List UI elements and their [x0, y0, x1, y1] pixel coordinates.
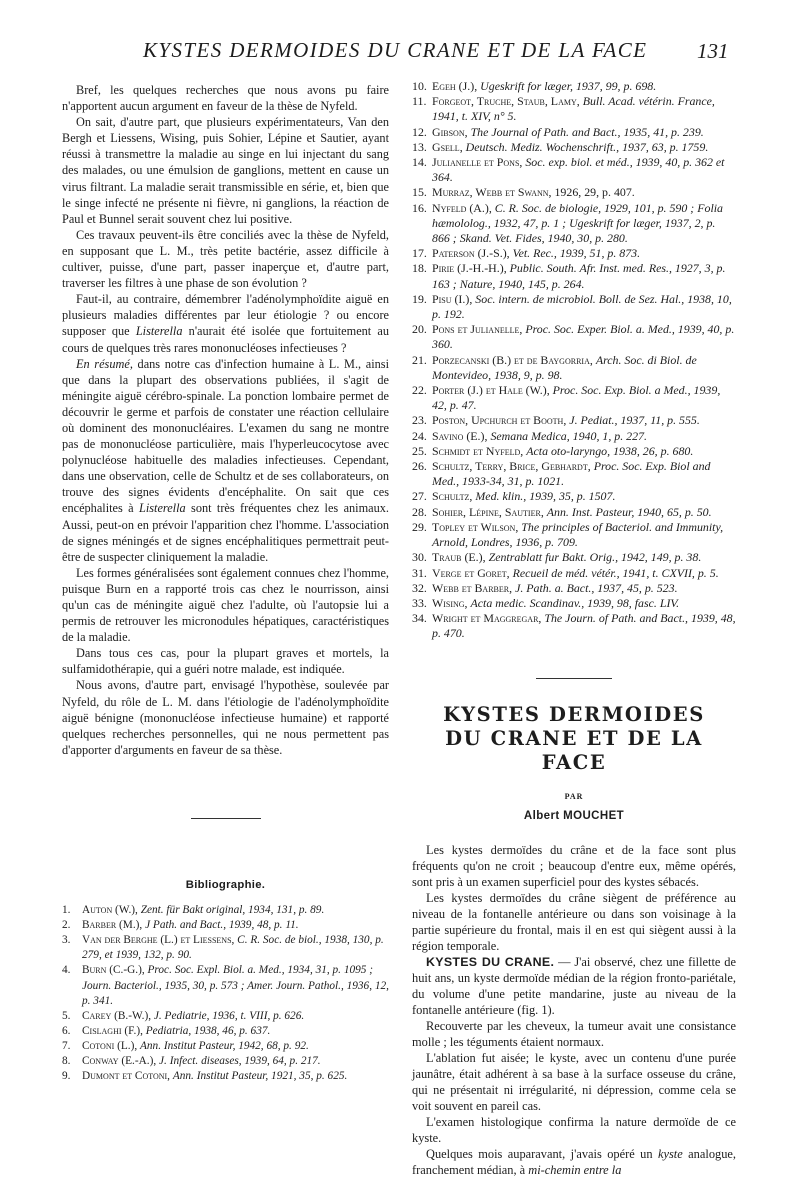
bibliography-entry [412, 155, 736, 185]
entry-author: Pisu (I.), [432, 291, 473, 306]
entry-author: Gsell, [432, 139, 463, 154]
entry-number: 19. [412, 291, 427, 306]
entry-author: Porter (J.) et Hale (W.), [432, 383, 550, 398]
bibliography-entry [62, 1054, 389, 1069]
entry-number: 16. [412, 200, 427, 215]
entry-source: Recueil de méd. vétér., 1941, t. CXVII, p. 5. [512, 565, 719, 580]
entry-source: Proc. Soc. Exp. Biol and Med., 1933-34, 31, p. 1021. [432, 459, 711, 489]
entry-source: Ann. Inst. Pasteur, 1940, 65, p. 50. [546, 504, 712, 519]
article-title-line: KYSTES DERMOIDES [443, 702, 705, 726]
entry-author: Pirie (J.-H.-H.), [432, 261, 507, 276]
article-title [412, 703, 736, 775]
entry-author: Verge et Goret, [432, 565, 510, 580]
entry-number: 34. [412, 611, 427, 626]
paragraph [412, 954, 736, 1018]
entry-author: Schultz, [432, 489, 473, 504]
paragraph: Bref, les quelques recherches que nous avons pu faire n'apportent aucun argument en faveur de la thèse de Nyfeld. [62, 83, 389, 114]
section-divider [536, 678, 612, 679]
entry-number: 23. [412, 413, 427, 428]
entry-author: Topley et Wilson, [432, 519, 519, 534]
entry-author: Gibson, [432, 124, 468, 139]
italic-text: Listerella [135, 324, 183, 339]
bibliography-entry [412, 140, 736, 155]
entry-author: Wright et Maggregar, [432, 611, 542, 626]
entry-author: Schultz, Terry, Brice, Gebhardt, [432, 459, 591, 474]
entry-number: 13. [412, 139, 427, 154]
entry-source: Med. klin., 1939, 35, p. 1507. [475, 489, 616, 504]
running-head-title: KYSTES DERMOIDES DU CRANE ET DE LA FACE [143, 38, 648, 62]
bibliography-entry [412, 429, 736, 444]
entry-number: 7. [62, 1039, 71, 1052]
bibliography-entry [62, 918, 389, 933]
bibliography-entry [412, 444, 736, 459]
italic-text: kyste [657, 1146, 683, 1161]
entry-author: Poston, Upchurch et Booth, [432, 413, 567, 428]
entry-source: Ann. Institut Pasteur, 1921, 35, p. 625. [172, 1070, 348, 1083]
entry-author: Egeh (J.), [432, 79, 478, 93]
entry-author: Cotoni (L.), [82, 1039, 138, 1052]
entry-author: Auton (W.), [82, 904, 138, 917]
paragraph: On sait, d'autre part, que plusieurs expérimentateurs, Van den Bergh et Liessens, Wising, puis Sohier, Lépine et Sautier, ayant réussi à transmettre la maladie au singe en lui injectant du sang des malades, ou une émulsion de ganglions, mettent en cause un virus filtrant. La maladie serait transmissible en série, et, bien que le singe infecté ne présente ni fièvre, ni ganglions, la réaction de Paul et Bunnel serait souvent chez lui positive. [62, 115, 389, 226]
paragraph-summary [62, 356, 389, 565]
entry-author: Barber (M.), [82, 919, 143, 932]
entry-author: Forgeot, Truche, Staub, Lamy, [432, 94, 580, 109]
entry-number: 15. [412, 185, 427, 200]
entry-number: 22. [412, 383, 427, 398]
entry-source: Pediatria, 1938, 46, p. 637. [145, 1024, 271, 1037]
entry-source: Proc. Soc. Exp. Biol. a Med., 1939, 42, p. 47. [432, 383, 721, 413]
entry-number: 18. [412, 261, 427, 276]
paragraph: Dans tous ces cas, pour la plupart graves et mortels, la sulfamidothérapie, qui a guéri notre malade, est indiquée. [62, 646, 389, 677]
italic-text: En résumé, [76, 356, 133, 371]
bibliography-entry [412, 566, 736, 581]
entry-number: 6. [62, 1024, 71, 1037]
article-author: Albert MOUCHET [523, 809, 625, 822]
entry-number: 8. [62, 1054, 71, 1067]
right-column [412, 79, 736, 1178]
paragraph: Nous avons, d'autre part, envisagé l'hypothèse, soulevée par Nyfeld, du rôle de L. M. dans l'étiologie de l'adénolymphoïdite aiguë bénigne (mononucléose infectieuse humaine) et rapporté quelques recherches personnelles, qui ne nous permettent pas d'apporter d'arguments en faveur de sa thèse. [62, 678, 389, 757]
entry-source: Public. South. Afr. Inst. med. Res., 1927, 3, p. 163 ; Nature, 1940, 145, p. 264. [432, 261, 726, 291]
entry-source: Ann. Institut Pasteur, 1942, 68, p. 92. [140, 1039, 309, 1052]
page-number: 131 [697, 39, 729, 63]
entry-number: 17. [412, 246, 427, 261]
entry-source: C. R. Soc. de biol., 1938, 130, p. 279, et 1939, 132, p. 90. [82, 934, 384, 962]
bibliography-entry [412, 413, 736, 428]
bibliography-entry [62, 1069, 389, 1084]
entry-source: Zent. für Bakt original, 1934, 131, p. 89. [140, 904, 325, 917]
entry-source: C. R. Soc. de biologie, 1929, 101, p. 590 ; Folia hæmololog., 1932, 47, p. 1 ; Ugeskrift for læger, 1937, 2, p. 866 ; Skand. Vet. Fides, 1940, 30, p. 280. [432, 200, 723, 246]
entry-number: 3. [62, 934, 71, 947]
bibliography-entry [412, 292, 736, 322]
bibliography-entry [62, 1039, 389, 1054]
bibliography-heading: Bibliographie. [185, 878, 266, 891]
entry-source: J. Path. a. Bact., 1937, 45, p. 523. [515, 580, 678, 595]
bibliography-entry [412, 383, 736, 413]
entry-author: Webb et Barber, [432, 580, 513, 595]
entry-author: Murraz, Webb et Swann, [432, 185, 552, 200]
bibliography-list [62, 903, 389, 1084]
italic-text: mi-chemin entre la [528, 1162, 622, 1177]
entry-author: Carey (B.-W.), [82, 1009, 152, 1022]
bibliography-entry [412, 125, 736, 140]
entry-author: Conway (E.-A.), [82, 1054, 157, 1067]
entry-source: Soc. intern. de microbiol. Boll. de Sez. Hal., 1938, 10, p. 192. [432, 291, 732, 322]
entry-number: 30. [412, 550, 427, 565]
section-heading: KYSTES DU CRANE. [426, 954, 555, 969]
entry-number: 4. [62, 964, 71, 977]
entry-number: 32. [412, 580, 427, 595]
entry-author: Wising, [432, 595, 468, 610]
paragraph: Les kystes dermoïdes du crâne et de la face sont plus fréquents qu'on ne croit ; beaucoup d'entre eux, même opérés, sont pris à un examen superficiel pour des kystes sébacés. [412, 842, 736, 889]
entry-number: 26. [412, 459, 427, 474]
bibliography-entry [412, 596, 736, 611]
entry-source: J. Pediatrie, 1936, t. VIII, p. 626. [153, 1009, 305, 1022]
bibliography-entry [412, 201, 736, 247]
entry-number: 9. [62, 1070, 71, 1083]
entry-number: 29. [412, 519, 427, 534]
entry-number: 24. [412, 428, 427, 443]
entry-source: J. Infect. diseases, 1939, 64, p. 217. [159, 1054, 321, 1067]
text-run: sont très fréquentes chez les animaux. Aussi, peut-on en prévoir l'apparition chez l'homme. L'association de signes méningés et de signes encéphalitiques permettrait peut-être de suspecter cliniquement la maladie. [62, 501, 389, 564]
entry-author: Julianelle et Pons, [432, 155, 523, 170]
entry-source: Arch. Soc. di Biol. de Montevideo, 1938, 9, p. 98. [432, 352, 697, 382]
entry-number: 31. [412, 565, 427, 580]
bibliography-entry [62, 963, 389, 1008]
paragraph: L'ablation fut aisée; le kyste, avec un contenu d'une purée jaunâtre, était adhérent à sa base à la surface osseuse du crâne, qui ne présentait ni irrégularité, ni dépression, comme cela se voit souvent en pareil cas. [412, 1050, 736, 1113]
entry-number: 28. [412, 504, 427, 519]
text-run: Faut-il, au contraire, démembrer l'adénolymphoïdite aiguë en plusieurs maladies différentes par leur étiologie ? ou encore supposer que [62, 292, 389, 339]
entry-source: Vet. Rec., 1939, 51, p. 873. [512, 246, 641, 261]
entry-number: 21. [412, 352, 427, 367]
text-run: analogue, franchement médian, à [412, 1146, 737, 1177]
text-run: Quelques mois auparavant, j'avais opéré un [426, 1146, 658, 1161]
entry-number: 2. [62, 919, 71, 932]
bibliography-entry [412, 550, 736, 565]
bibliography-entry [412, 246, 736, 261]
entry-source: Proc. Soc. Expl. Biol. a. Med., 1934, 31, p. 1095 ; Journ. Bacteriol., 1935, 30, p. 573 ; Amer. Journ. Pathol., 1936, 12, p. 341. [82, 964, 389, 1007]
entry-source: Acta oto-laryngo, 1938, 26, p. 680. [526, 443, 694, 458]
paragraph: Les kystes dermoïdes du crâne siègent de préférence au niveau de la fontanelle antérieure ou dans son voisinage à la partie supérieure du frontal, mais il en est qui siègent aussi à la région temporale. [412, 890, 736, 953]
entry-source: J. Pediat., 1937, 11, p. 555. [569, 413, 700, 428]
italic-text: Listerella [138, 501, 186, 516]
bibliography-list [412, 79, 736, 642]
text-run: n'aurait été isolée que fortuitement au cours de quelques très rares mononucléoses infectieuses ? [62, 324, 389, 355]
entry-author: Paterson (J.-S.), [432, 246, 510, 261]
entry-author: Traub (E.), [432, 550, 486, 565]
entry-source: Soc. exp. biol. et méd., 1939, 40, p. 362 et 364. [432, 155, 725, 185]
entry-author: Cislaghi (F.), [82, 1024, 143, 1037]
section-divider [191, 818, 261, 819]
entry-author: Schmidt et Nyfeld, [432, 443, 524, 458]
entry-source: 1926, 29, p. 407. [554, 185, 635, 200]
paragraph: Ces travaux peuvent-ils être conciliés avec la thèse de Nyfeld, en supposant que L. M., très petite bactérie, assez difficile à cultiver, puisse, d'une part, passer inaperçue et, d'autre part, traverser les filtres à une phase de son évolution ? [62, 227, 389, 291]
bibliography-entry [412, 261, 736, 291]
entry-author: Porzecanski (B.) et de Baygorria, [432, 352, 593, 367]
entry-author: Burn (C.-G.), [82, 964, 145, 977]
entry-source: Zentrablatt fur Bakt. Orig., 1942, 149, p. 38. [488, 550, 702, 565]
text-run: dans notre cas d'infection humaine à L. M., ainsi que dans la plupart des observations publiées, il s'agit de méningite aiguë cérébro-spinale. La ponction lombaire permet de découvrir le germe et parfois de constater une réaction cellulaire où dominent des mononucléaires. L'examen du sang ne montre pas de mononucléose particulière, mais l'hyperleucocytose avec polynucléose habituelle des maladies infectieuses. Cependant, dans une observation, celle de Schultz et de ses collaborateurs, on trouve des signes évidents d'encéphalite. On sait que ces encéphalites à [62, 356, 389, 516]
bibliography-entry [412, 94, 736, 124]
bibliography-entry [412, 185, 736, 200]
bibliography-entry [412, 520, 736, 550]
entry-number: 12. [412, 124, 427, 139]
bibliography-entry [62, 1009, 389, 1024]
paragraph: Les formes généralisées sont également connues chez l'homme, puisque Burn en a rapporté trois cas chez le nourrisson, ainsi qu'un cas de méningite aiguë chez l'adulte, où l'autopsie lui a permis de retrouver les micronodules hépatiques, caractéristiques de la maladie. [62, 565, 389, 645]
entry-author: Nyfeld (A.), [432, 200, 492, 215]
entry-number: 25. [412, 443, 427, 458]
entry-number: 33. [412, 595, 427, 610]
entry-number: 14. [412, 155, 427, 170]
entry-author: Van der Berghe (L.) et Liessens, [82, 934, 235, 947]
entry-author: Pons et Julianelle, [432, 322, 523, 337]
paragraph [412, 1146, 736, 1178]
bibliography-entry [62, 933, 389, 963]
entry-source: The Journ. of Path. and Bact., 1939, 48, p. 470. [432, 611, 736, 641]
entry-number: 1. [62, 904, 71, 917]
bibliography-entry [412, 353, 736, 383]
article-body [412, 842, 736, 1178]
entry-source: The principles of Bacteriol. and Immunity, Arnold, Londres, 1936, p. 709. [432, 519, 724, 550]
bibliography-entry [412, 459, 736, 489]
entry-source: Ugeskrift for læger, 1937, 99, p. 698. [480, 79, 657, 93]
entry-source: Semana Medica, 1940, 1, p. 227. [490, 428, 647, 443]
entry-source: Deutsch. Mediz. Wochenschrift., 1937, 63, p. 1759. [465, 139, 709, 154]
paragraph: Recouverte par les cheveux, la tumeur avait une consistance molle ; les téguments étaient normaux. [412, 1018, 736, 1049]
entry-number: 5. [62, 1009, 71, 1022]
entry-author: Dumont et Cotoni, [82, 1070, 171, 1083]
entry-number: 11. [412, 94, 427, 109]
entry-author: Sohier, Lépine, Sautier, [432, 504, 544, 519]
entry-number: 27. [412, 489, 427, 504]
bibliography-entry [412, 322, 736, 352]
left-column [62, 82, 389, 1084]
bibliography-entry [62, 903, 389, 918]
entry-source: Bull. Acad. vétérin. France, 1941, t. XIV, n° 5. [432, 94, 715, 124]
bibliography-entry [412, 505, 736, 520]
entry-author: Savino (E.), [432, 428, 488, 443]
entry-source: J Path. and Bact., 1939, 48, p. 11. [145, 919, 299, 932]
bibliography-entry [412, 611, 736, 641]
paragraph [62, 291, 389, 355]
article-title-line: DU CRANE ET DE LA FACE [445, 726, 703, 774]
bibliography-entry [412, 581, 736, 596]
entry-source: The Journal of Path. and Bact., 1935, 41, p. 239. [470, 124, 704, 139]
entry-source: Acta medic. Scandinav., 1939, 98, fasc. LIV. [470, 595, 680, 610]
entry-number: 10. [412, 79, 427, 93]
entry-number: 20. [412, 322, 427, 337]
byline-par: PAR [564, 791, 584, 801]
text-run: — J'ai observé, chez une fillette de huit ans, un kyste dermoïde médian de la région fronto-pariétale, du volume d'une petite mandarine, juste au niveau de la fontanelle antérieure (fig. 1). [412, 954, 736, 1017]
bibliography-entry [62, 1024, 389, 1039]
running-head [0, 38, 800, 72]
paragraph: L'examen histologique confirma la nature dermoïde de ce kyste. [412, 1114, 736, 1145]
bibliography-entry [412, 489, 736, 504]
bibliography-entry [412, 79, 736, 94]
entry-source: Proc. Soc. Exper. Biol. a. Med., 1939, 40, p. 360. [432, 322, 735, 352]
